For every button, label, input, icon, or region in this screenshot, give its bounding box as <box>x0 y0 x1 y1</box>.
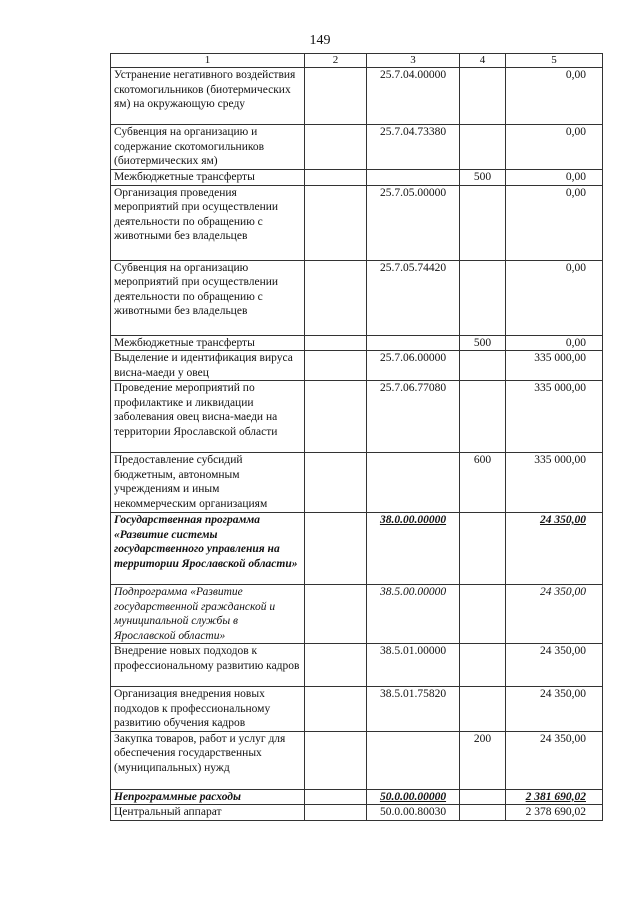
row-name-cell: Устранение негативного воздействия скотомогильников (биотермических ям) на окружающую среду <box>111 68 305 125</box>
table-row <box>111 68 603 125</box>
row-code-cell: 50.0.00.80030 <box>367 805 460 821</box>
column-header: 1 <box>111 54 305 68</box>
row-type-cell: 600 <box>460 453 506 513</box>
row-col2-cell <box>305 789 367 805</box>
row-amount-cell: 0,00 <box>506 335 603 351</box>
row-amount-cell: 24 350,00 <box>506 731 603 789</box>
row-name-cell: Межбюджетные трансферты <box>111 335 305 351</box>
row-name-cell: Подпрограмма «Развитие государственной гражданской и муниципальной службы в Ярославской области» <box>111 585 305 644</box>
row-code-cell: 25.7.04.00000 <box>367 68 460 125</box>
table-row <box>111 513 603 585</box>
row-name-cell: Центральный аппарат <box>111 805 305 821</box>
table-row <box>111 170 603 186</box>
row-type-cell: 500 <box>460 335 506 351</box>
row-amount-cell: 335 000,00 <box>506 453 603 513</box>
row-col2-cell <box>305 260 367 335</box>
table-row <box>111 805 603 821</box>
row-name-cell: Субвенция на организацию и содержание скотомогильников (биотермических ям) <box>111 125 305 170</box>
column-header: 5 <box>506 54 603 68</box>
row-type-cell <box>460 381 506 453</box>
row-code-cell: 38.5.01.00000 <box>367 644 460 687</box>
row-name-cell: Непрограммные расходы <box>111 789 305 805</box>
row-col2-cell <box>305 513 367 585</box>
table-row <box>111 453 603 513</box>
row-type-cell <box>460 513 506 585</box>
table-row <box>111 644 603 687</box>
row-code-cell: 38.5.00.00000 <box>367 585 460 644</box>
row-col2-cell <box>305 644 367 687</box>
table-row <box>111 585 603 644</box>
row-amount-cell: 335 000,00 <box>506 381 603 453</box>
table-row <box>111 260 603 335</box>
row-name-cell: Предоставление субсидий бюджетным, автономным учреждениям и иным некоммерческим организациям <box>111 453 305 513</box>
row-type-cell <box>460 789 506 805</box>
row-type-cell <box>460 125 506 170</box>
table-row <box>111 185 603 260</box>
row-code-cell <box>367 731 460 789</box>
row-col2-cell <box>305 335 367 351</box>
row-name-cell: Проведение мероприятий по профилактике и ликвидации заболевания овец висна-маеди на территории Ярославской области <box>111 381 305 453</box>
row-type-cell <box>460 805 506 821</box>
row-name-cell: Выделение и идентификация вируса висна-маеди у овец <box>111 351 305 381</box>
row-type-cell <box>460 585 506 644</box>
row-type-cell <box>460 687 506 732</box>
row-amount-cell: 0,00 <box>506 68 603 125</box>
row-name-cell: Организация проведения мероприятий при осуществлении деятельности по обращению с животными без владельцев <box>111 185 305 260</box>
row-col2-cell <box>305 170 367 186</box>
row-name-cell: Субвенция на организацию мероприятий при осуществлении деятельности по обращению с животными без владельцев <box>111 260 305 335</box>
row-type-cell <box>460 644 506 687</box>
column-header: 4 <box>460 54 506 68</box>
table-row <box>111 351 603 381</box>
table-row <box>111 335 603 351</box>
row-col2-cell <box>305 805 367 821</box>
row-name-cell: Государственная программа «Развитие системы государственного управления на территории Ярославской области» <box>111 513 305 585</box>
row-code-cell: 25.7.06.77080 <box>367 381 460 453</box>
row-amount-cell: 335 000,00 <box>506 351 603 381</box>
row-amount-cell: 0,00 <box>506 260 603 335</box>
row-code-cell: 38.0.00.00000 <box>367 513 460 585</box>
row-col2-cell <box>305 381 367 453</box>
row-col2-cell <box>305 585 367 644</box>
table-row <box>111 125 603 170</box>
row-amount-cell: 0,00 <box>506 185 603 260</box>
table-row <box>111 687 603 732</box>
row-code-cell: 25.7.05.00000 <box>367 185 460 260</box>
row-amount-cell: 24 350,00 <box>506 687 603 732</box>
row-type-cell <box>460 185 506 260</box>
row-code-cell: 25.7.06.00000 <box>367 351 460 381</box>
row-amount-cell: 2 381 690,02 <box>506 789 603 805</box>
row-amount-cell: 0,00 <box>506 125 603 170</box>
row-col2-cell <box>305 687 367 732</box>
row-col2-cell <box>305 125 367 170</box>
row-code-cell <box>367 453 460 513</box>
page-number: 149 <box>309 33 331 48</box>
row-code-cell <box>367 335 460 351</box>
row-type-cell <box>460 351 506 381</box>
row-col2-cell <box>305 731 367 789</box>
table-row <box>111 789 603 805</box>
row-type-cell: 200 <box>460 731 506 789</box>
row-amount-cell: 0,00 <box>506 170 603 186</box>
row-col2-cell <box>305 68 367 125</box>
row-code-cell: 50.0.00.00000 <box>367 789 460 805</box>
header-row <box>111 54 603 68</box>
row-code-cell: 38.5.01.75820 <box>367 687 460 732</box>
row-name-cell: Закупка товаров, работ и услуг для обеспечения государственных (муниципальных) нужд <box>111 731 305 789</box>
table-body <box>111 68 603 821</box>
table-row <box>111 381 603 453</box>
row-col2-cell <box>305 351 367 381</box>
row-col2-cell <box>305 185 367 260</box>
row-name-cell: Межбюджетные трансферты <box>111 170 305 186</box>
row-type-cell <box>460 260 506 335</box>
row-code-cell: 25.7.05.74420 <box>367 260 460 335</box>
row-type-cell <box>460 68 506 125</box>
row-name-cell: Внедрение новых подходов к профессиональному развитию кадров <box>111 644 305 687</box>
row-amount-cell: 24 350,00 <box>506 644 603 687</box>
row-amount-cell: 24 350,00 <box>506 513 603 585</box>
row-code-cell <box>367 170 460 186</box>
row-type-cell: 500 <box>460 170 506 186</box>
row-amount-cell: 2 378 690,02 <box>506 805 603 821</box>
column-header: 2 <box>305 54 367 68</box>
budget-table <box>110 53 603 821</box>
row-amount-cell: 24 350,00 <box>506 585 603 644</box>
table-row <box>111 731 603 789</box>
row-col2-cell <box>305 453 367 513</box>
row-name-cell: Организация внедрения новых подходов к профессиональному развитию обучения кадров <box>111 687 305 732</box>
column-header: 3 <box>367 54 460 68</box>
row-code-cell: 25.7.04.73380 <box>367 125 460 170</box>
